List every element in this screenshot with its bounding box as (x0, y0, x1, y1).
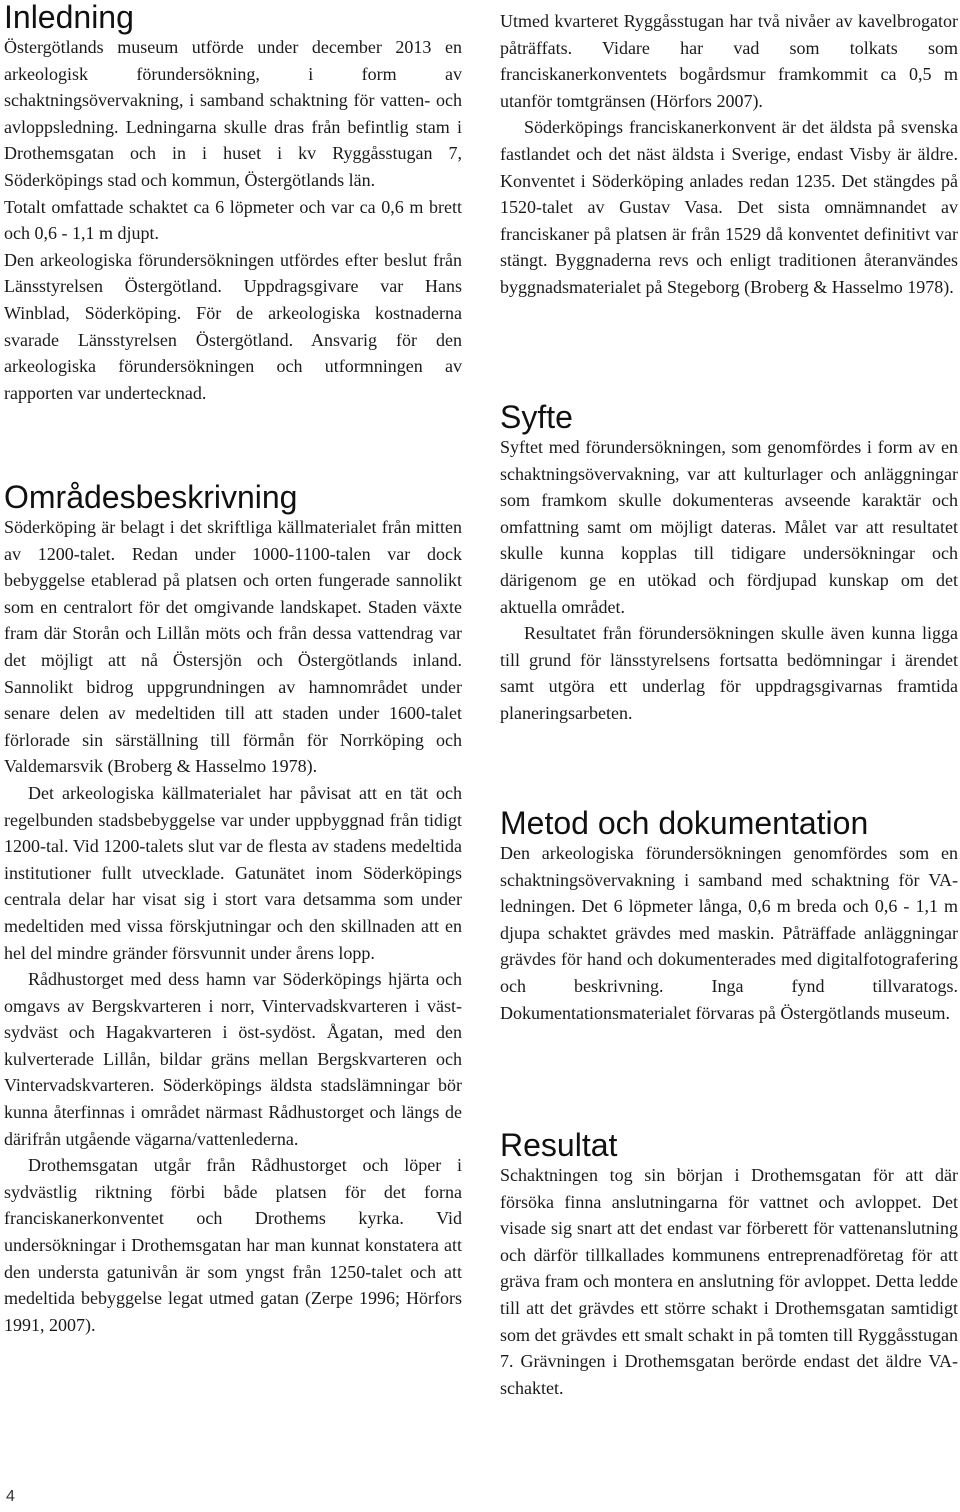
paragraph: Drothemsgatan utgår från Rådhustorget och löper i sydvästlig riktning förbi både platsen för det forna franciskanerkonventet och Drothems kyrka. Vid undersökningar i Drothemsgatan har man kunnat konstatera att den understa gatunivån är som yngst från 1250-talet och att medeltida bebyggelse legat utmed gatan (Zerpe 1996; Hörfors 1991, 2007). (4, 1155, 462, 1335)
section-resultat (500, 1128, 958, 1401)
paragraph: Det arkeologiska källmaterialet har påvisat att en tät och regelbunden stadsbebyggelse var under uppbyggnad från tidigt 1200-tal. Vid 1200-talets slut var de flesta av stadens medeltida institutioner fullt utvecklade. Gatunätet inom Söderköpings centrala delar har visat sig i stort vara detsamma som under medeltiden med vissa förskjutningar och den skillnaden att en hel del mindre gränder försvunnit under årens lopp. (4, 782, 462, 963)
paragraph: Den arkeologiska förundersökningen genomfördes som en schaktningsövervakning i samband med schaktning för VA-ledningen. Det 6 löpmeter långa, 0,6 m breda och 0,6 - 1,1 m djupa schaktet grävdes med maskin. Påträffade anläggningar grävdes för hand och dokumenterades med digitalfotografering och beskrivning. Inga fynd tillvaratogs. Dokumentationsmaterialet förvaras på Östergötlands museum. (500, 843, 958, 1023)
section-continued-text (500, 8, 958, 301)
section-omradesbeskrivning (4, 480, 462, 1338)
section-syfte (500, 400, 958, 727)
paragraph: Östergötlands museum utförde under december 2013 en arkeologisk förundersökning, i form av schaktningsövervakning, i samband schaktning för vatten- och avloppsledning. Ledningarna skulle dras från befintlig stam i Drothemsgatan och in i huset i kv Ryggåsstugan 7, Söderköpings stad och kommun, Östergötlands län. (4, 37, 462, 190)
paragraph: Den arkeologiska förundersökningen utfördes efter beslut från Länsstyrelsen Östergötland. Uppdragsgivare var Hans Winblad, Söderköping. För de arkeologiska kostnaderna svarade Länsstyrelsen Östergötland. Ansvarig för den arkeologiska förundersökningen och utformningen av rapporten var undertecknad. (4, 249, 462, 403)
heading-metod: Metod och dokumentation (500, 805, 869, 841)
paragraph: Totalt omfattade schaktet ca 6 löpmeter och var ca 0,6 m brett och 0,6 - 1,1 m djupt. (4, 196, 462, 244)
page-number: 4 (6, 1488, 15, 1505)
heading-omradesbeskrivning: Områdesbeskrivning (4, 479, 298, 515)
paragraph: Utmed kvarteret Ryggåsstugan har två nivåer av kavelbrogator påträffats. Vidare har vad som tolkats som franciskanerkonventets bogårdsmur framkommit ca 0,5 m utanför tomtgränsen (Hörfors 2007). (500, 11, 958, 111)
heading-resultat: Resultat (500, 1127, 618, 1163)
paragraph: Rådhustorget med dess hamn var Söderköpings hjärta och omgavs av Bergskvarteren i norr, Vintervadskvarteren i väst-sydväst och Hagakvarteren i öst-sydöst. Ågatan, med den kulverterade Lillån, bildar gräns mellan Bergskvarteren och Vintervadskvarteren. Söderköpings äldsta stadslämningar bör kunna återfinnas i området närmast Rådhustorget och längs de därifrån utgående vägarna/vattenlederna. (4, 969, 462, 1149)
heading-syfte: Syfte (500, 399, 573, 435)
heading-inledning: Inledning (4, 0, 134, 35)
paragraph: Resultatet från förundersökningen skulle även kunna ligga till grund för länsstyrelsens fortsatta bedömningar i ärendet samt utgöra ett underlag för uppdragsgivarnas framtida planeringsarbeten. (500, 623, 958, 723)
section-inledning (4, 0, 462, 406)
paragraph: Söderköping är belagt i det skriftliga källmaterialet från mitten av 1200-talet. Redan under 1000-1100-talen var dock bebyggelse etablerad på platsen och orten fungerade sannolikt som en centralort för det omgivande landskapet. Staden växte fram där Storån och Lillån möts och från dessa vattendrag var det möjligt att nå Östersjön och Östergötlands inland. Sannolikt bidrog uppgrundningen av hamnområdet under senare delen av medeltiden till att staden under 1600-talet förlorade sin särställning till förmån för Norrköping och Valdemarsvik (Broberg & Hasselmo 1978). (4, 517, 462, 777)
paragraph: Söderköpings franciskanerkonvent är det äldsta på svenska fastlandet och det näst äldsta i Sverige, endast Visby är äldre. Konventet i Söderköping anlades redan 1235. Det stängdes på 1520-talet av Gustav Vasa. Det sista omnämnandet av franciskaner på platsen är från 1529 då konventet definitivt var stängt. Byggnaderna revs och enligt traditionen återanvändes byggnadsmaterialet på Stegeborg (Broberg & Hasselmo 1978). (500, 117, 958, 297)
paragraph: Syftet med förundersökningen, som genomfördes i form av en schaktningsövervakning, var att kulturlager och anläggningar som framkom skulle dokumenteras avseende karaktär och omfattning samt om möjligt dateras. Målet var att resultatet skulle kunna kopplas till tidigare undersökningar och därigenom ge en utökad och fördjupad kunskap om det aktuella området. (500, 437, 958, 617)
paragraph: Schaktningen tog sin början i Drothemsgatan för att där försöka finna anslutningarna för vattnet och avloppet. Det visade sig snart att det endast var förberett för vattenanslutning och därför tillkallades kommunens entreprenadföretag för att gräva fram och montera en anslutning för avloppet. Detta ledde till att det grävdes ett större schakt i Drothemsgatan samtidigt som det grävdes ett smalt schakt in på tomten till Ryggåsstugan 7. Grävningen i Drothemsgatan berörde endast det äldre VA-schaktet. (500, 1165, 958, 1398)
section-metod (500, 806, 958, 1026)
